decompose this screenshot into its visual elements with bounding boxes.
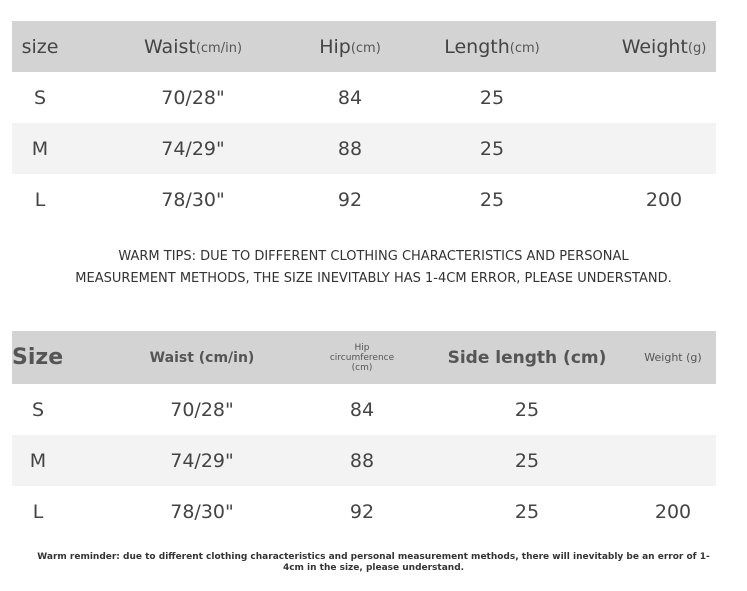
header-size: size xyxy=(21,35,59,58)
cell-weight: 200 xyxy=(645,188,683,211)
cell-length: 25 xyxy=(514,449,540,472)
table-row xyxy=(12,486,716,537)
cell-size: L xyxy=(32,500,44,523)
size-table-2 xyxy=(12,331,716,537)
header-length: Length (cm) xyxy=(444,35,540,58)
cell-size: S xyxy=(31,398,45,421)
cell-waist: 70/28" xyxy=(170,398,234,421)
size-table-1 xyxy=(12,21,716,225)
cell-length: 25 xyxy=(514,500,540,523)
cell-weight xyxy=(612,123,716,174)
table-row xyxy=(12,123,716,174)
table-row xyxy=(12,435,716,486)
cell-size: S xyxy=(33,86,47,109)
cell-hip: 92 xyxy=(337,188,363,211)
header-waist: Waist (cm/in) xyxy=(149,349,255,366)
warm-tips-line-1: WARM TIPS: DUE TO DIFFERENT CLOTHING CHARACTERISTICS AND PERSONAL xyxy=(118,249,629,264)
cell-size: M xyxy=(31,137,49,160)
table-1-header-row xyxy=(12,21,716,72)
table-row xyxy=(12,72,716,123)
header-weight: Weight (g) xyxy=(621,35,707,58)
cell-hip: 88 xyxy=(349,449,375,472)
cell-weight: 200 xyxy=(654,500,692,523)
cell-size: L xyxy=(34,188,46,211)
header-side-length: Side length (cm) xyxy=(447,347,607,368)
header-hip: Hip (cm) xyxy=(319,35,381,58)
header-size: Size xyxy=(12,345,64,370)
cell-length: 25 xyxy=(479,188,505,211)
cell-length: 25 xyxy=(479,137,505,160)
warm-reminder: Warm reminder: due to different clothing characteristics and personal measurement methods, there will inevitably be an error of 1-4cm in the size, please understand. xyxy=(37,552,710,573)
table-row xyxy=(12,384,716,435)
cell-waist: 78/30" xyxy=(170,500,234,523)
table-row xyxy=(12,174,716,225)
cell-waist: 74/29" xyxy=(161,137,225,160)
cell-waist: 78/30" xyxy=(161,188,225,211)
cell-waist: 70/28" xyxy=(161,86,225,109)
header-waist: Waist (cm/in) xyxy=(143,35,243,58)
header-hip-circumference: Hip circumference (cm) xyxy=(329,342,395,373)
cell-size: M xyxy=(29,449,47,472)
cell-length: 25 xyxy=(479,86,505,109)
header-weight: Weight (g) xyxy=(644,351,702,364)
cell-hip: 84 xyxy=(349,398,375,421)
cell-weight xyxy=(612,72,716,123)
cell-hip: 88 xyxy=(337,137,363,160)
cell-hip: 92 xyxy=(349,500,375,523)
cell-length: 25 xyxy=(514,398,540,421)
cell-weight xyxy=(630,435,716,486)
cell-waist: 74/29" xyxy=(170,449,234,472)
table-2-header-row xyxy=(12,331,716,384)
warm-tips-line-2: MEASUREMENT METHODS, THE SIZE INEVITABLY HAS 1-4CM ERROR, PLEASE UNDERSTAND. xyxy=(75,271,672,286)
warm-tips xyxy=(0,246,747,290)
cell-weight xyxy=(630,384,716,435)
cell-hip: 84 xyxy=(337,86,363,109)
